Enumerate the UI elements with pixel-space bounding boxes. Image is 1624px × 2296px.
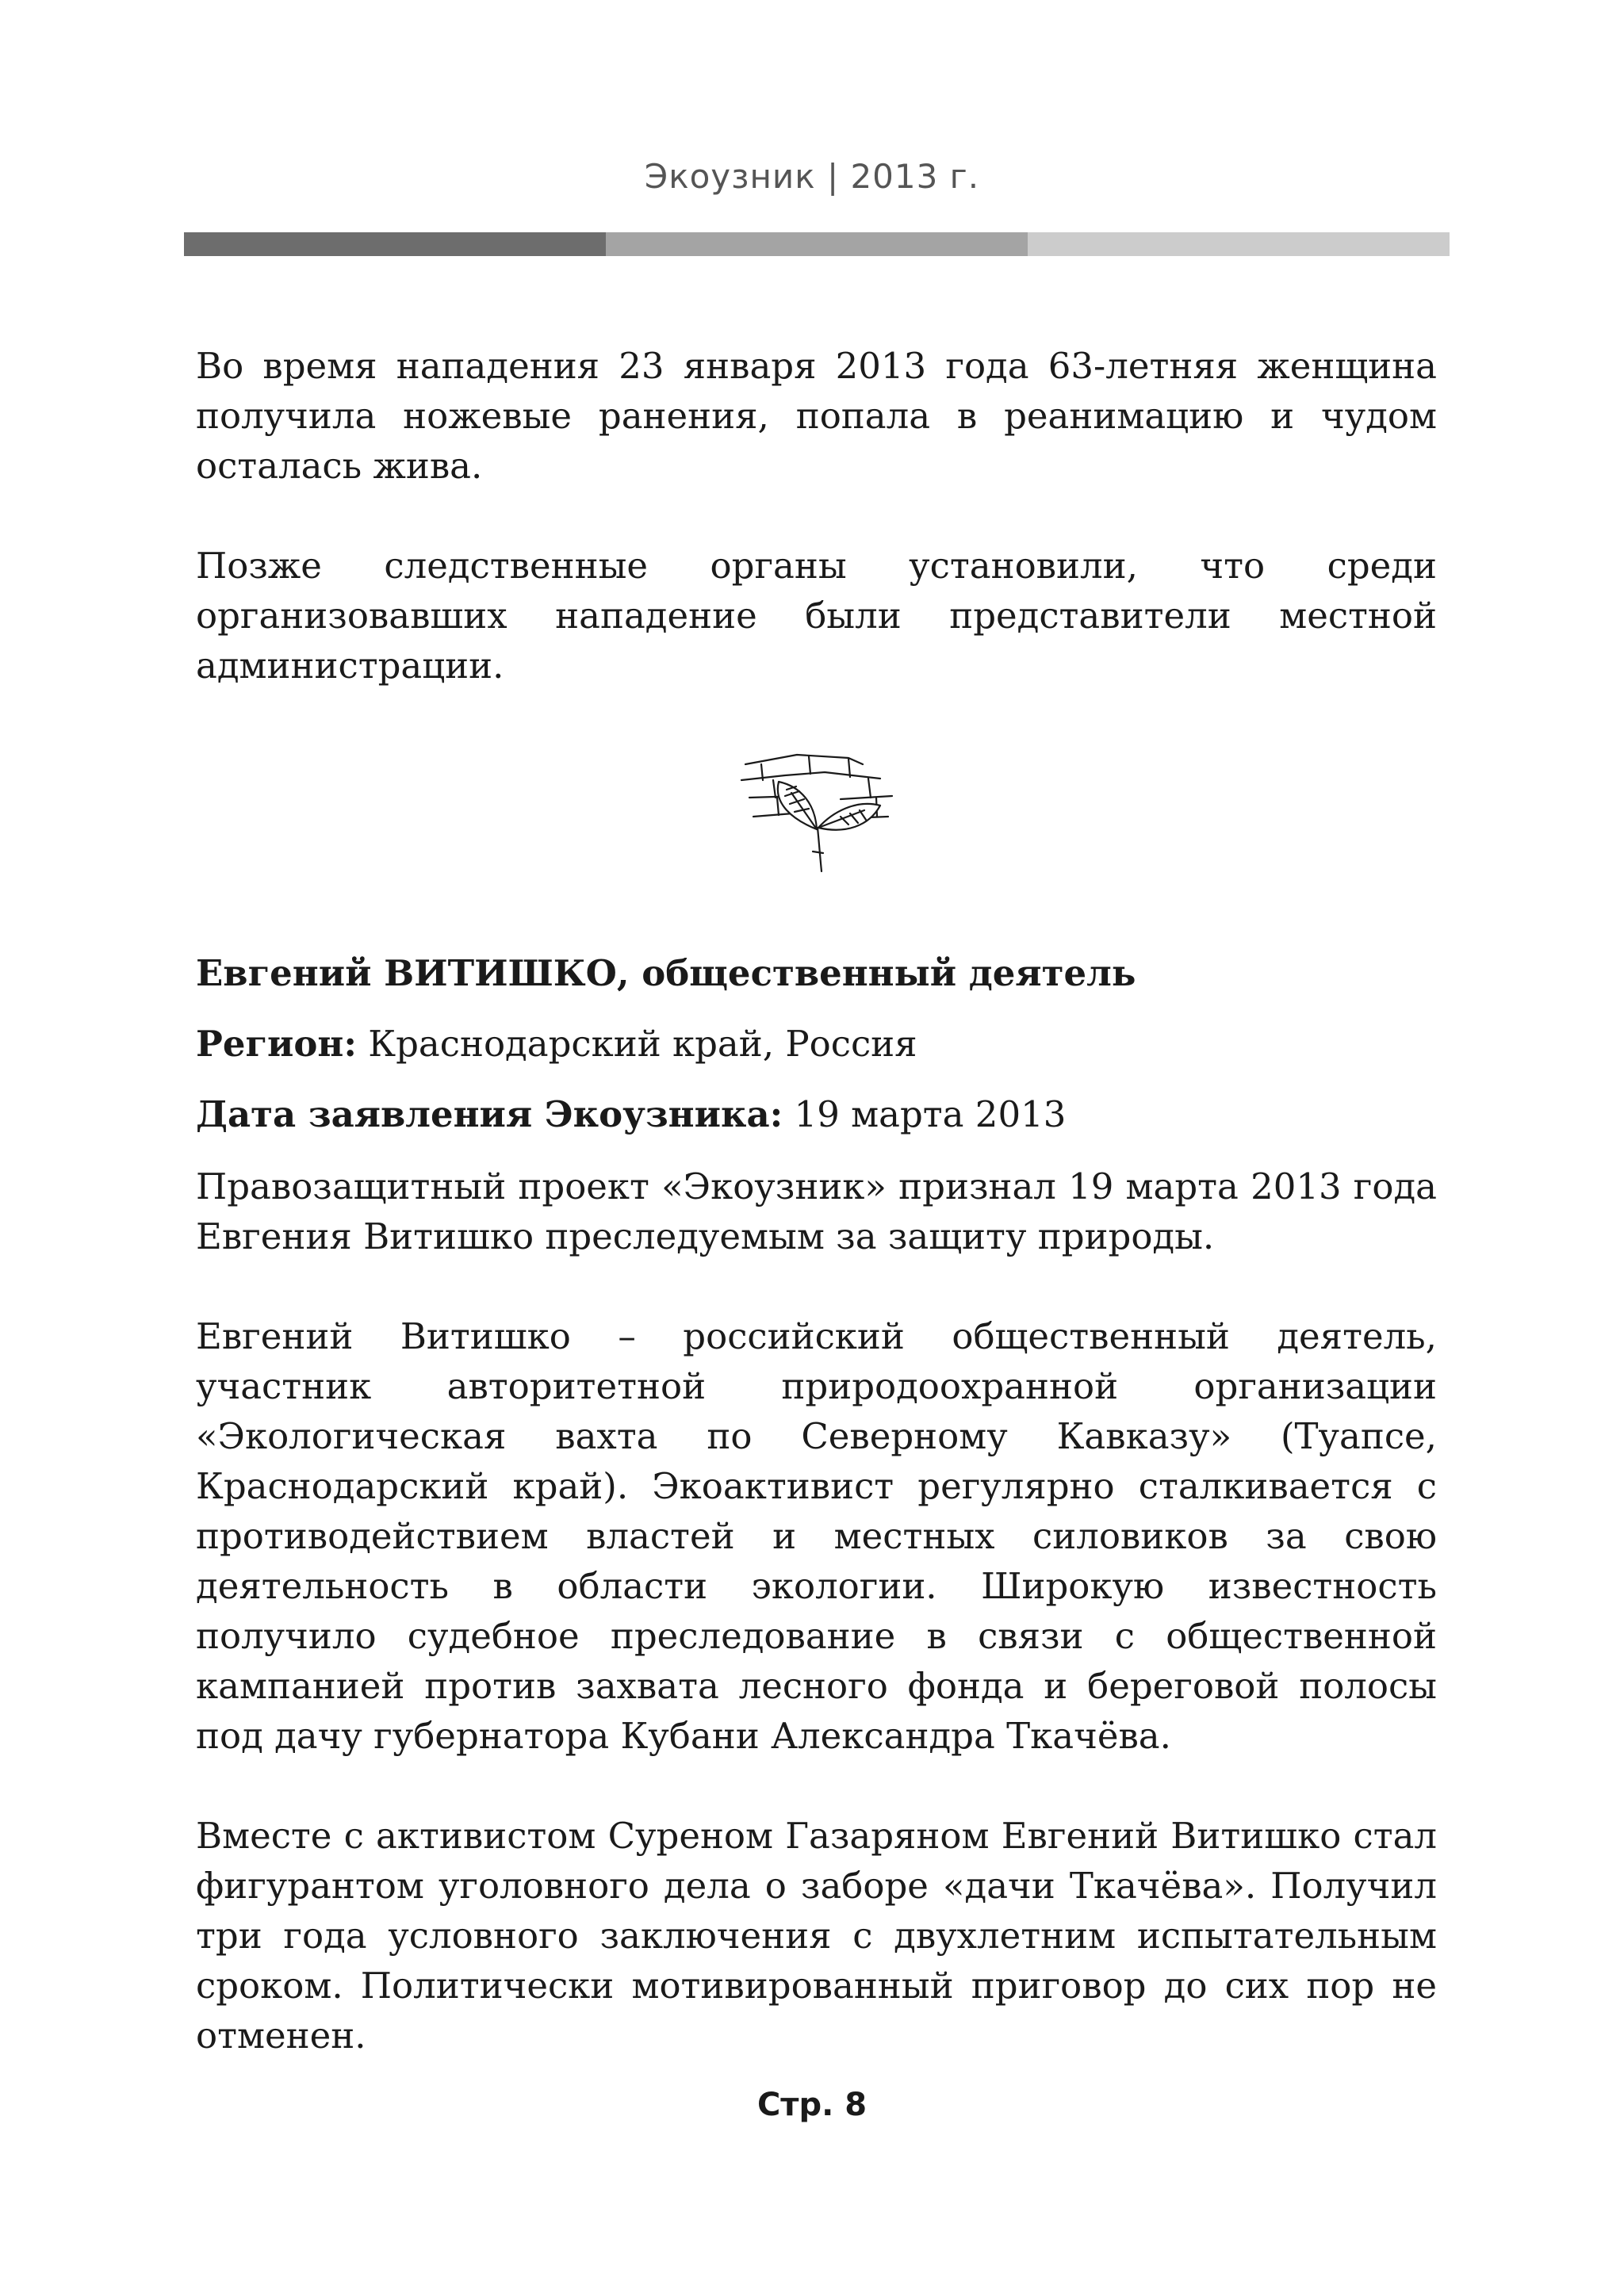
header-bar-segment-dark bbox=[184, 232, 606, 256]
page-number: Стр. 8 bbox=[756, 2087, 868, 2123]
region-label: Регион: bbox=[196, 1023, 357, 1065]
profile-paragraph-3: Вместе с активистом Суреном Газаряном Евгений Витишко стал фигурантом уголовного дела о заборе «дачи Ткачёва». Получил три года условного заключения с двухлетним испытательным сроком. Политически мотивированный приговор до сих пор не отменен. bbox=[196, 1815, 1437, 2057]
profile-paragraph-2: Евгений Витишко – российский общественный деятель, участник авторитетной природоохранной организации «Экологическая вахта по Северному Кавказу» (Туапсе, Краснодарский край). Экоактивист регулярно сталкивается с противодействием властей и местных силовиков за свою деятельность в области экологии. Широкую известность получило судебное преследование в связи с общественной кампанией против захвата лесного фонда и береговой полосы под дачу губернатора Кубани Александра Ткачёва. bbox=[196, 1315, 1437, 1757]
header-bar-segment-medium bbox=[606, 232, 1028, 256]
running-header: Экоузник | 2013 г. bbox=[644, 157, 980, 196]
profile-name: Евгений ВИТИШКО, общественный деятель bbox=[196, 952, 1136, 994]
date-label: Дата заявления Экоузника: bbox=[196, 1093, 783, 1135]
profile-region-line bbox=[196, 1019, 1437, 1069]
plant-sprout-sketch-icon bbox=[730, 740, 904, 875]
intro-paragraph-2: Позже следственные органы установили, что среди организовавших нападение были представители местной администрации. bbox=[196, 545, 1437, 687]
profile-paragraph-1: Правозащитный проект «Экоузник» признал 19 марта 2013 года Евгения Витишко преследуемым за защиту природы. bbox=[196, 1165, 1437, 1257]
profile-date-line bbox=[196, 1089, 1437, 1139]
page-content bbox=[196, 341, 1437, 2110]
intro-paragraph-1: Во время нападения 23 января 2013 года 63-летняя женщина получила ножевые ранения, попала в реанимацию и чудом осталась жива. bbox=[196, 345, 1437, 487]
date-value: 19 марта 2013 bbox=[794, 1093, 1067, 1135]
header-divider-bar bbox=[184, 232, 1450, 256]
region-value: Краснодарский край, Россия bbox=[368, 1023, 917, 1065]
header-bar-segment-light bbox=[1028, 232, 1450, 256]
